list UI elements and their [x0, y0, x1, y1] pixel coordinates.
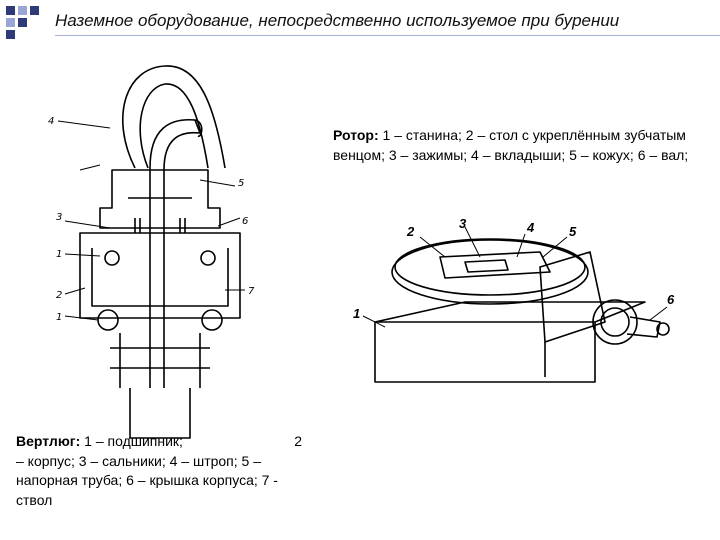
swivel-label-6: 6	[242, 216, 249, 227]
cover-outline	[100, 170, 220, 228]
rotor-caption-head: Ротор:	[333, 127, 379, 143]
swivel-label-3: 3	[56, 212, 63, 223]
swivel-label-1-bottom: 1	[56, 312, 63, 323]
rotor-label-1: 1	[353, 306, 361, 321]
rotor-label-2: 2	[407, 224, 415, 239]
swivel-label-5: 5	[238, 178, 245, 189]
input-shaft	[627, 317, 660, 337]
swivel-label-2: 2	[56, 290, 63, 301]
swivel-label-4: 4	[48, 116, 55, 127]
bail-outline	[123, 66, 225, 168]
shaft-flange	[593, 300, 637, 344]
rotor-caption	[333, 126, 718, 165]
swivel-diagram	[40, 58, 340, 478]
lower-bearing-left	[98, 310, 118, 330]
rotor-diagram	[345, 212, 685, 412]
rotor-label-3: 3	[459, 216, 467, 231]
rotor-label-5: 5	[569, 224, 577, 239]
bearing-right	[201, 251, 215, 265]
swivel-caption-num: 2	[294, 433, 302, 449]
master-bushing	[440, 252, 550, 278]
lower-bearing-right	[202, 310, 222, 330]
swivel-caption-first: 1 – подшипник;	[80, 433, 183, 449]
rotor-caption-body: 1 – станина; 2 – стол с укреплённым зубчатым венцом; 3 – зажимы; 4 – вкладыши; 5 – кожух; 6 – вал;	[333, 127, 689, 163]
title-bullet-icon	[6, 6, 50, 46]
turntable	[395, 239, 585, 295]
rotor-label-4: 4	[527, 220, 535, 235]
rotor-label-6: 6	[667, 292, 675, 307]
swivel-caption-head: Вертлюг:	[16, 433, 81, 449]
bearing-left	[105, 251, 119, 265]
base-frame	[375, 322, 595, 382]
swivel-caption	[16, 432, 302, 510]
swivel-caption-rest: – корпус; 3 – сальники; 4 – штроп; 5 – напорная труба; 6 – крышка корпуса; 7 - ствол	[16, 452, 278, 508]
swivel-caption-first-line	[16, 432, 302, 452]
swivel-label-7: 7	[248, 286, 255, 297]
swivel-label-1-top: 1	[56, 249, 63, 260]
title-divider	[55, 35, 720, 36]
slide-title: Наземное оборудование, непосредственно используемое при бурении	[55, 11, 620, 30]
